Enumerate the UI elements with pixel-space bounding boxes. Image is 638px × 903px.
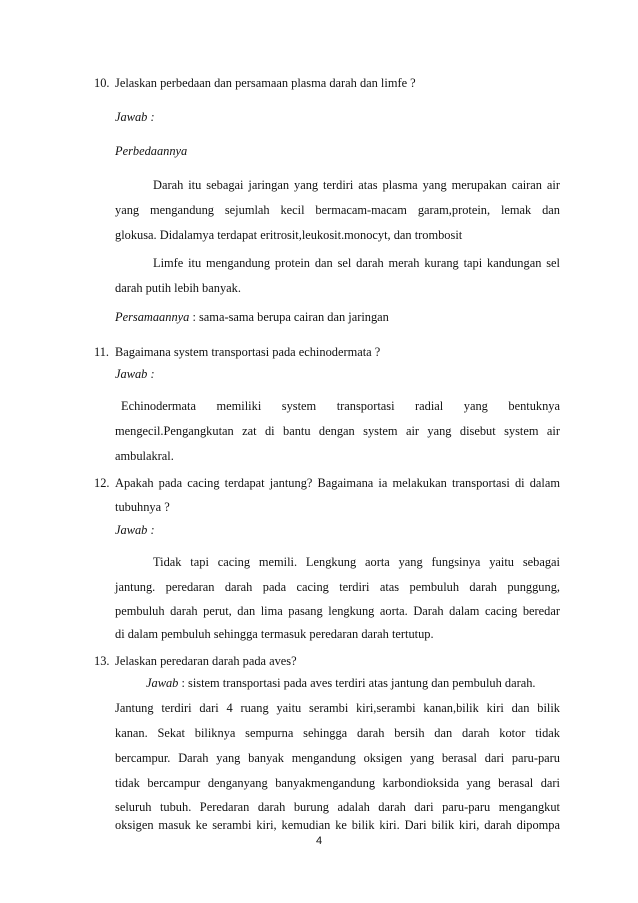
q12-question-line-1: Apakah pada cacing terdapat jantung? Bagaimana ia melakukan transportasi di dalam [115, 476, 560, 490]
q11-number: 11. [94, 345, 110, 359]
q11-line-3: ambulakral. [115, 449, 174, 463]
q13-line-2: kanan. Sekat biliknya sempurna sehingga darah bersih dan darah kotor tidak [115, 726, 560, 740]
q10-p2-line-2: darah putih lebih banyak. [115, 281, 241, 295]
q12-number: 12. [94, 476, 110, 490]
q10-question: Jelaskan perbedaan dan persamaan plasma darah dan limfe ? [115, 76, 416, 90]
q10-persamaan-text: : sama-sama berupa cairan dan jaringan [189, 310, 389, 324]
q13-first-line-rest: : sistem transportasi pada aves terdiri atas jantung dan pembuluh darah. [178, 676, 536, 690]
q10-p1-line-3: glokusa. Didalamya terdapat eritrosit,leukosit.monocyt, dan trombosit [115, 228, 463, 242]
q10-number: 10. [94, 76, 110, 90]
q11-line-2: mengecil.Pengangkutan zat di bantu dengan system air yang disebut system air [115, 424, 560, 438]
q12-line-3: pembuluh darah perut, dan lima pasang lengkung aorta. Darah dalam cacing beredar [115, 604, 560, 618]
q12-question-line-2: tubuhnya ? [115, 500, 170, 514]
q10-jawab: Jawab : [115, 110, 155, 124]
q13-line-6: oksigen masuk ke serambi kiri, kemudian ke bilik kiri. Dari bilik kiri, darah dipompa [115, 818, 560, 832]
q11-question: Bagaimana system transportasi pada echinodermata ? [115, 345, 381, 359]
q13-line-5: seluruh tubuh. Peredaran darah burung adalah darah dari paru-paru mengangkut [115, 800, 560, 814]
q13-answer-first-line [146, 676, 536, 690]
q10-p1-line-2: yang mengandung sejumlah kecil bermacam-macam garam,protein, lemak dan [115, 203, 560, 217]
q13-question: Jelaskan peredaran darah pada aves? [115, 654, 297, 668]
q10-p1-line-1: Darah itu sebagai jaringan yang terdiri atas plasma yang merupakan cairan air [153, 178, 560, 192]
q13-line-1: Jantung terdiri dari 4 ruang yaitu serambi kiri,serambi kanan,bilik kiri dan bilik [115, 701, 560, 715]
q11-line-1: Echinodermata memiliki system transportasi radial yang bentuknya [121, 399, 560, 413]
q13-jawab: Jawab [146, 676, 179, 690]
q12-line-4: di dalam pembuluh sehingga termasuk peredaran darah tertutup. [115, 627, 434, 641]
q13-number: 13. [94, 654, 110, 668]
page-number: 4 [315, 835, 323, 847]
q10-p2-line-1: Limfe itu mengandung protein dan sel darah merah kurang tapi kandungan sel [153, 256, 560, 270]
q13-line-3: bercampur. Darah yang banyak mengandung oksigen yang berasal dari paru-paru [115, 751, 560, 765]
q12-jawab: Jawab : [115, 523, 155, 537]
q13-line-4: tidak bercampur denganyang banyakmengandung karbondioksida yang berasal dari [115, 776, 560, 790]
q10-perbedaan-heading: Perbedaannya [115, 144, 188, 158]
q10-persamaan-label: Persamaannya [115, 310, 190, 324]
q11-jawab: Jawab : [115, 367, 155, 381]
q12-line-1: Tidak tapi cacing memili. Lengkung aorta yang fungsinya yaitu sebagai [153, 555, 560, 569]
q12-line-2: jantung. peredaran darah pada cacing terdiri atas pembuluh darah punggung, [115, 580, 560, 594]
q10-persamaan [115, 310, 389, 324]
